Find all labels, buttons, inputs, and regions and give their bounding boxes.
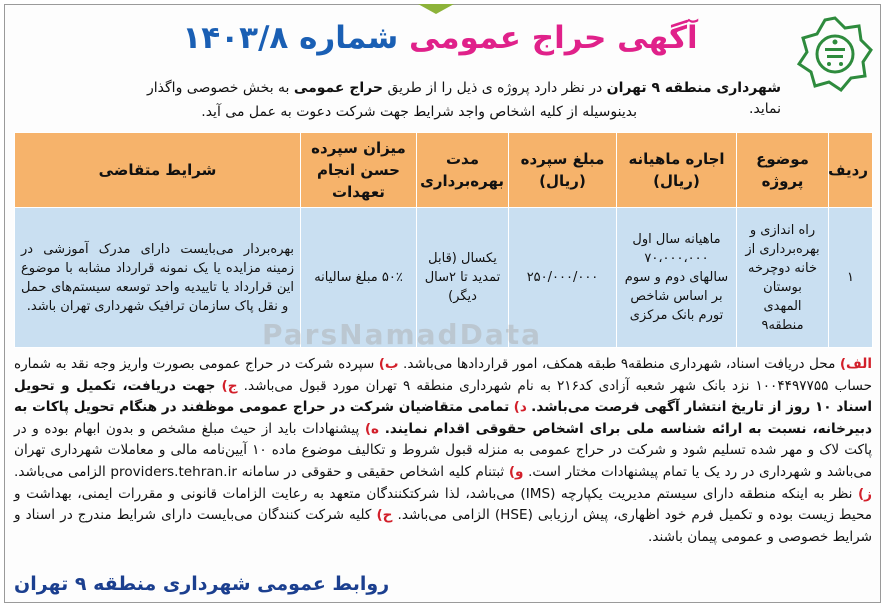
intro-org: شهرداری منطقه ۹ تهران — [606, 80, 781, 96]
text-g: نظر به اینکه منطقه دارای سیستم مدیریت یکپارچه (IMS) می‌باشد، لذا شرکتکنندگان متعهد به رعایت الزامات قانونی و مقررات ایمنی، بهداشت و محیط زیست بوده و تکمیل فرم خود اظهاری، پیش ارزیابی (HSE) الزامی می‌باشد. — [14, 485, 872, 524]
cell-deposit: ۲۵۰/۰۰۰/۰۰۰ — [509, 208, 617, 348]
header-rent: اجاره ماهیانه (ریال) — [617, 133, 737, 208]
label-b: ب) — [378, 356, 399, 372]
footer-credit: روابط عمومی شهرداری منطقه ۹ تهران — [14, 573, 390, 595]
text-f-2: الزامی می‌باشد. — [14, 463, 106, 480]
text-e: پیشنهادات باید از حیث مبلغ مشخص و بدون ابهام بوده و در پاکت لاک و مهر شده تسلیم شود و شرکت در حراج عمومی به منزله قبول شروط و تکالیف موضوع ماده ۱۰ آیین‌نامه مالی و معاملات شهرداری تهران می‌باشد و شهرداری در رد یک یا تمام پیشنهادات مختار است. — [14, 420, 873, 480]
header-deposit: مبلغ سپرده (ریال) — [509, 133, 617, 208]
header-guarantee: میزان سپرده حسن انجام تعهدات — [301, 133, 417, 208]
top-notch-decoration — [418, 4, 454, 14]
label-e: ه) — [364, 420, 380, 437]
intro-line-2: بدینوسیله از کلیه اشخاص واجد شرایط جهت شرکت دعوت به عمل می آید. — [201, 104, 637, 120]
text-b: سپرده شرکت در حراج عمومی بصورت واریز وجه نقد به شماره حساب ۱۰۰۴۴۹۷۷۵۵ نزد بانک شهر شعبه آزادی کد۲۱۶ به نام شهرداری منطقه ۹ تهران مورد قبول می‌باشد. — [14, 356, 872, 394]
text-d: تمامی متقاضیان شرکت در حراج عمومی موظفند در هنگام تحویل پاکات به دبیرخانه، نسبت به ارائه شناسه ملی برای اشخاص حقوقی اقدام نمایند. — [14, 399, 872, 437]
tehran-municipality-logo-icon — [795, 14, 875, 94]
label-a: الف) — [839, 356, 872, 372]
cell-duration: یکسال (قابل تمدید تا ۲سال دیگر) — [417, 208, 509, 348]
label-h: ح) — [376, 507, 393, 524]
page-title — [160, 20, 720, 56]
label-g: ز) — [857, 485, 872, 502]
title-prefix: آگهی حراج عمومی — [408, 20, 698, 56]
label-d: د) — [513, 399, 527, 416]
text-c: جهت دریافت، تکمیل و تحویل اسناد ۱۰ روز از تاریخ انتشار آگهی فرصت می‌باشد. — [14, 377, 872, 416]
header-index: ردیف — [829, 133, 873, 208]
terms-paragraph — [14, 354, 872, 548]
header-conditions: شرایط متقاضی — [15, 133, 301, 208]
label-c: ج) — [221, 377, 238, 394]
cell-index: ۱ — [829, 208, 873, 348]
intro-method: حراج عمومی — [293, 80, 384, 96]
intro-mid: در نظر دارد پروژه ی ذیل را از طریق — [387, 80, 603, 96]
cell-rent: ماهیانه سال اول ۷۰،۰۰۰،۰۰۰ سالهای دوم و سوم بر اساس شاخص تورم بانک مرکزی — [617, 208, 737, 348]
cell-subject: راه اندازی و بهره‌برداری از خانه دوچرخه بوستان المهدی منطقه۹ — [737, 208, 829, 348]
table-header-row — [15, 133, 873, 208]
watermark-text: ParsNamadData — [262, 318, 542, 351]
label-f: و) — [508, 463, 524, 480]
header-subject: موضوع پروژه — [737, 133, 829, 208]
text-a: محل دریافت اسناد، شهرداری منطقه۹ طبقه همکف، امور قراردادها می‌باشد. — [403, 356, 836, 372]
cell-conditions: بهره‌بردار می‌بایست دارای مدرک آموزشی در زمینه مزایده یا یک نمونه قرارداد مشابه با موضوع این قرارداد یا تاییدیه واحد توسعه سیستم‌های حمل و نقل پاک سازمان ترافیک شهرداری تهران باشد. — [15, 208, 301, 348]
project-table — [14, 132, 873, 348]
intro-end: به بخش خصوصی واگذار نماید. — [147, 80, 781, 117]
site-link[interactable]: providers.tehran.ir — [110, 463, 237, 480]
header-duration: مدت بهره‌برداری — [417, 133, 509, 208]
text-h: کلیه شرکت کنندگان می‌بایست دارای شرایط مندرج در اسناد و شرایط خصوصی و عمومی پیمان باشند. — [14, 507, 872, 545]
cell-guarantee: ۵۰٪ مبلغ سالیانه — [301, 208, 417, 348]
text-f-1: ثبتنام کلیه اشخاص حقیقی و حقوقی در سامانه — [241, 463, 505, 480]
title-number: شماره ۱۴۰۳/۸ — [182, 20, 399, 56]
